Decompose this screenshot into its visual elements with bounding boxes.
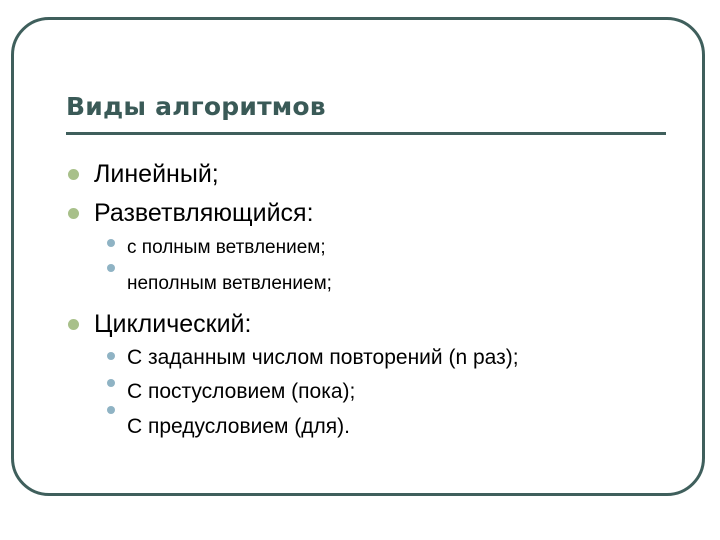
list-item-branching: Разветвляющийся: <box>94 199 314 227</box>
sub-bullet-icon <box>107 239 115 247</box>
slide-frame <box>11 17 705 496</box>
list-item-linear: Линейный; <box>94 160 219 188</box>
bullet-icon <box>68 208 79 219</box>
sub-item-partial-branching: неполным ветвлением; <box>127 273 332 294</box>
sub-bullet-icon <box>107 352 115 360</box>
sub-item-precondition-loop: С предусловием (для). <box>127 415 350 438</box>
sub-item-postcondition-loop: С постусловием (пока); <box>127 380 356 403</box>
sub-bullet-icon <box>107 406 115 414</box>
sub-item-count-loop: С заданным числом повторений (n раз); <box>127 346 519 369</box>
slide-title: Виды алгоритмов <box>66 92 326 121</box>
sub-bullet-icon <box>107 264 115 272</box>
sub-item-full-branching: с полным ветвлением; <box>127 237 326 258</box>
bullet-icon <box>68 319 79 330</box>
title-underline <box>66 132 666 135</box>
sub-bullet-icon <box>107 379 115 387</box>
bullet-icon <box>68 169 79 180</box>
list-item-cyclic: Циклический: <box>94 310 252 338</box>
